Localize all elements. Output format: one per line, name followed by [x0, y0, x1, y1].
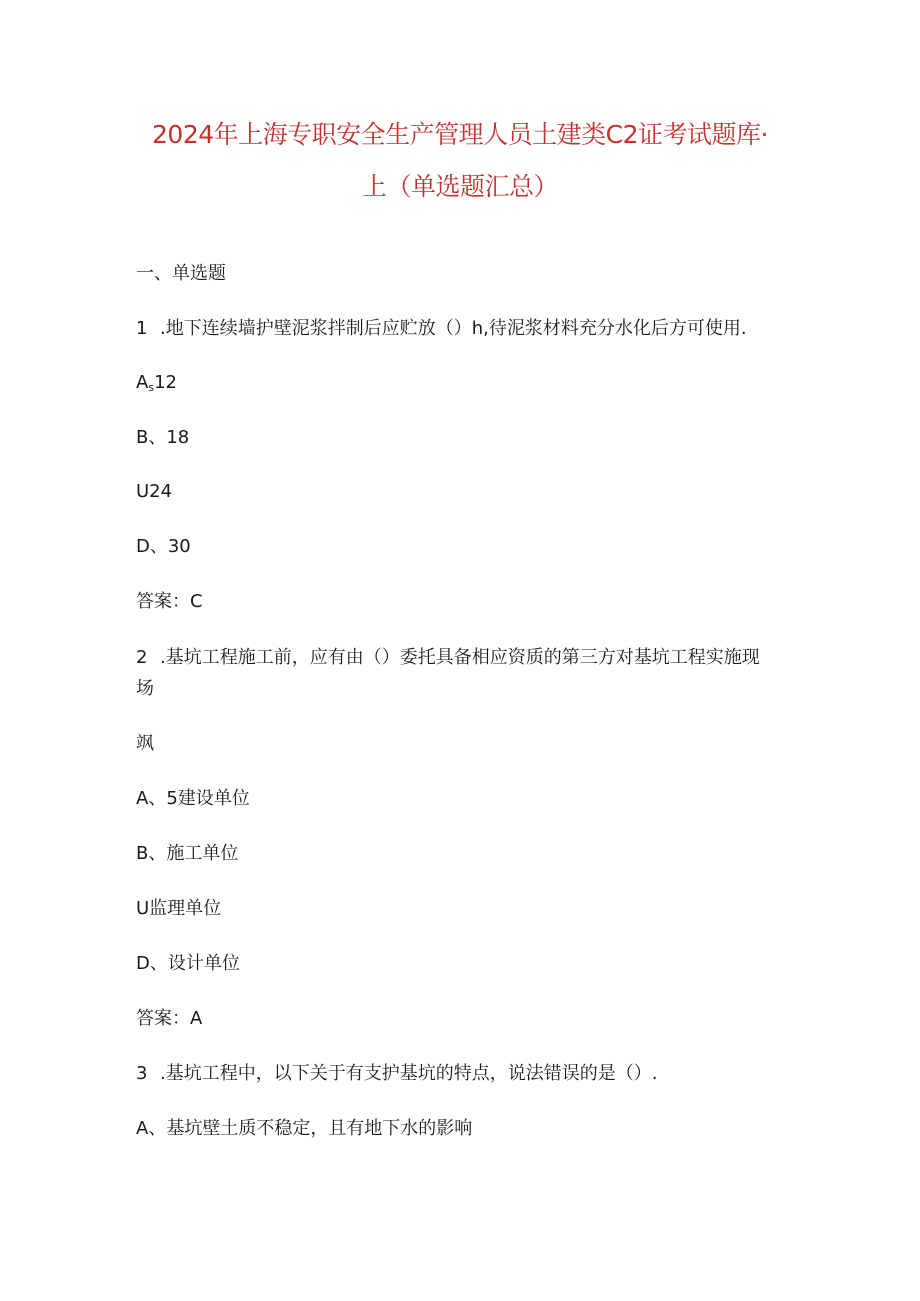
question-1-text: .地下连续墙护壁泥浆拌制后应贮放（）h,待泥浆材料充分水化后方可使用. [160, 318, 747, 339]
document-title-line-2: 上（单选题汇总） [361, 172, 558, 201]
document-title-line-1: 2024年上海专职安全生产管理人员土建类C2证考试题库· [152, 120, 768, 149]
question-2-text-line-3: 飒 [136, 733, 154, 754]
question-2-option-b: B、施工单位 [136, 843, 239, 864]
option-a-value: 12 [154, 372, 177, 393]
option-a-separator: s [148, 381, 155, 394]
question-1-number: 1 [136, 318, 148, 339]
question-1-option-c: U24 [136, 481, 173, 502]
question-1 [136, 317, 747, 341]
question-1-answer: 答案：C [136, 591, 203, 612]
question-2 [136, 646, 760, 670]
question-3-text: .基坑工程中，以下关于有支护基坑的特点，说法错误的是（）. [160, 1063, 658, 1084]
question-2-option-d: D、设计单位 [136, 953, 240, 974]
section-heading: 一、单选题 [136, 263, 226, 284]
question-3 [136, 1062, 657, 1086]
question-2-option-c: U监理单位 [136, 898, 222, 919]
question-1-option-d: D、30 [136, 536, 191, 557]
question-2-text-line-2: 场 [136, 678, 154, 699]
question-2-text-line-1: .基坑工程施工前，应有由（）委托具备相应资质的第三方对基坑工程实施现 [160, 647, 760, 668]
question-3-number: 3 [136, 1063, 148, 1084]
question-1-option-a [136, 371, 177, 397]
question-2-number: 2 [136, 647, 148, 668]
question-2-answer: 答案：A [136, 1008, 203, 1029]
option-a-letter: A [136, 372, 149, 393]
question-2-option-a: A、5建设单位 [136, 788, 250, 809]
question-1-option-b: B、18 [136, 427, 190, 448]
question-3-option-a: A、基坑壁土质不稳定，且有地下水的影响 [136, 1118, 473, 1139]
